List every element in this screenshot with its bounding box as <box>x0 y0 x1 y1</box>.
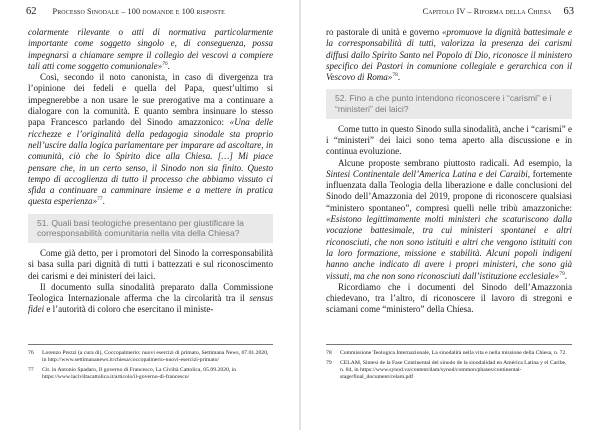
footnote-ref-76[interactable]: 76 <box>162 60 168 67</box>
cti-quote: «promuove la dignità battesimale e la corresponsabilità di tutti, valorizza la presenza dei carismi diffusi dallo Spirito Santo nel Popolo di Dio, riconosce il ministero specifico dei Pastori in comunione collegiale e gerarchica con il Vescovo di Roma» <box>326 27 572 83</box>
left-page-number: 62 <box>26 6 37 17</box>
right-page-body <box>326 27 572 316</box>
footnote-divider <box>326 344 572 345</box>
right-paragraph-3-text-b: , fortemente influenzata dalla Teologia della liberazione e dalle conclusioni del Sinodo dell’Amazzonia del 2019, propone di riconoscere qualsiasi “ministero spontaneo”, compresi quelli nelle tribù amazzoniche: <box>326 168 572 213</box>
right-page-number: 63 <box>563 6 574 17</box>
footnote-77 <box>28 367 273 381</box>
left-paragraph-4-text-a: Il documento sulla sinodalità preparato dalla Commissione Teologica Internazionale afferma che la circolarità tra il <box>28 281 273 304</box>
footnote-76-number: 76 <box>28 350 34 356</box>
right-paragraph-1-text: ro pastorale di unità e governo <box>326 27 442 37</box>
footnote-77-text: Cit. in Antonio Spadaro, Il governo di Francesco, La Civiltà Cattolica, 05.09.2020, in https://www.laciviltacattolica.it/articolo/il-governo-di-francesco/ <box>42 367 237 381</box>
footnote-76 <box>28 350 273 364</box>
left-paragraph-3: Come già detto, per i promotori del Sinodo la corresponsabilità si basa sulla pari dignità di tutti i battezzati e sul riconoscimento dei carismi e dei ministeri dei laici. <box>28 247 273 281</box>
left-footnotes <box>28 344 273 384</box>
celam-quote: «Esistono legittimamente molti ministeri che scaturiscono dalla vocazione battesimale, tra cui ministeri spontanei e altri riconosciuti, che non sono istituiti e altri che vengono istituiti con la loro formazione, missione e stabilità. Alcuni popoli indigeni hanno anche indicato di avere i propri ministeri, che sono già vissuti, ma che non sono riconosciuti dall’istituzione ecclesiale» <box>326 214 572 281</box>
left-paragraph-1-text: colarmente rilevante o atti di normativa particolarmente importante come soggetto singolo e, di conseguenza, possa impegnarsi a chiamare sempre il collegio dei vescovi a compiere tali atti come soggetto comunionale» <box>28 27 273 71</box>
question-52-box <box>326 89 572 118</box>
left-paragraph-2-text: Così, secondo il noto canonista, in caso di divergenza tra l’opinione dei fedeli e quella del Papa, quest’ultimo si impegnerebbe a non usare le sue prerogative ma a continuare a dialogare con la comunità. E quanto sembra insinuare lo stesso papa Francesco parlando del Sinodo amazzonico: <box>28 72 273 128</box>
left-running-head: Processo Sinodale – 100 domande e 100 risposte <box>52 7 225 16</box>
footnote-76-text: Lorenzo Prezzi (a cura di), Coccopalmerio: nuovi esercizi di primato, Settimana News, 07.01.2020, in http://www.settimananews.it/chiesa/coccopalmerio-nuovi-esercizi-primato/ <box>42 350 269 364</box>
francesco-quote: «Una delle ricchezze e l’originalità della pedagogia sinodale sta proprio nell’uscire dalla logica parlamentare per imparare ad ascoltare, in comunità, ciò che lo Spirito dice alla Chiesa. […] Mi piace pensare che, in un certo senso, il Sinodo non sia finito. Questo tempo di accoglienza di tutto il processo che abbiamo vissuto ci sfida a continuare a camminare insieme e a mettere in pratica questa esperienza» <box>28 117 274 207</box>
right-running-head: Capitolo IV – Riforma della Chiesa <box>422 7 552 16</box>
left-page-body <box>28 27 273 316</box>
right-paragraph-4: Ricordiamo che i documenti del Sinodo dell’Amazzonia chiedevano, tra l’altro, di riconoscere il lavoro di stregoni e sciamani come “ministero” della Chiesa. <box>326 281 572 315</box>
footnote-78-number: 78 <box>326 350 332 356</box>
right-paragraph-3-text-a: Alcune proposte sembrano piuttosto radicali. Ad esempio, la <box>338 157 572 168</box>
question-51-heading: 51. Quali basi teologiche presentano per giustificare la corresponsabilità comunitaria nella vita della Chiesa? <box>37 217 244 239</box>
footnote-ref-78[interactable]: 78 <box>392 72 398 79</box>
footnote-79 <box>326 360 572 381</box>
question-51-box <box>28 214 273 243</box>
footnote-ref-79[interactable]: 79 <box>559 270 565 277</box>
right-page <box>300 0 600 430</box>
footnote-79-number: 79 <box>326 360 332 367</box>
left-paragraph-4 <box>28 282 273 316</box>
footnote-divider <box>28 344 273 345</box>
footnote-78-text: Commissione Teologica Internazionale, La sinodalità nella vita e nella missione della Chiesa, n. 72. <box>340 350 567 356</box>
left-paragraph-4-text-b: e l’autorità di coloro che esercitano il ministe- <box>44 304 214 315</box>
right-paragraph-1: ro pastorale di unità e governo «promuove la dignità battesimale e la corresponsabilità di tutti, valorizza la presenza dei carismi diffusi dallo Spirito Santo nel Popolo di Dio, riconosce il ministero specifico dei Pastori in comunione collegiale e gerarchica con il Vescovo di Roma»$^{78}$. <box>326 27 572 83</box>
question-52-heading: 52. Fino a che punto intendono riconoscere i “carismi” e i “ministeri” dei laici? <box>335 93 552 115</box>
right-paragraph-2: Come tutto in questo Sinodo sulla sinodalità, anche i “carismi” e i “ministeri” dei laici sono tema aperto alla discussione e in continua evoluzione. <box>326 123 572 157</box>
left-paragraph-1: colarmente rilevante o atti di normativa particolarmente importante come soggetto singolo e, di conseguenza, possa impegnarsi a chiamare sempre il collegio dei vescovi a compiere tali atti come soggetto comunionale»$^{76}$. <box>28 27 273 71</box>
right-page-header <box>423 6 574 17</box>
footnote-79-text: CELAM, Sintesi de la Fase Continental del sinodo de la sinodalidad en América Latina y el Caribe, n. 84, in https://www.synod.va/content/dam/synod/common/phases/continental-stage/final_document/celam.pdf <box>340 360 567 381</box>
sensus-fidei-term: sensus fidei <box>28 293 273 315</box>
left-page-header <box>26 6 225 17</box>
footnote-77-number: 77 <box>28 367 34 374</box>
footnote-ref-77[interactable]: 77 <box>97 196 103 203</box>
right-footnotes <box>326 344 572 384</box>
left-paragraph-2: Così, secondo il noto canonista, in caso di divergenza tra l’opinione dei fedeli e quella del Papa, quest’ultimo si impegnerebbe a non usare le sue prerogative ma a continuare a dialogare con la comunità. E quanto sembra insinuare lo stesso papa Francesco parlando del Sinodo amazzonico: «Una delle ricchezze e l’originalità della pedagogia sinodale sta proprio nell’uscire dalla logica parlamentare per imparare ad ascoltare, in comunità, ciò che lo Spirito dice alla Chiesa. […] Mi piace pensare che, in un certo senso, il Sinodo non sia finito. Questo tempo di accoglienza di tutto il processo che abbiamo vissuto ci sfida a continuare a camminare insieme e a mettere in pratica questa esperienza»$^{77}$. <box>28 72 274 207</box>
footnote-78 <box>326 350 572 357</box>
sintesi-continentale-title: Sintesi Continentale dell’America Latina e dei Caraibi <box>326 168 528 179</box>
right-paragraph-3: Alcune proposte sembrano piuttosto radicali. Ad esempio, la Sintesi Continentale dell’America Latina e dei Caraibi, fortemente influenzata dalla Teologia della liberazione e dalle conclusioni del Sinodo dell’Amazzonia del 2019, propone di riconoscere qualsiasi “ministero spontaneo”, compresi quelli nelle tribù amazzoniche: «Esistono legittimamente molti ministeri che scaturiscono dalla vocazione battesimale, tra cui ministeri spontanei e altri riconosciuti, che non sono istituiti e altri che vengono istituiti con la loro formazione, missione e stabilità. Alcuni popoli indigeni hanno anche indicato di avere i propri ministeri, che sono già vissuti, ma che non sono riconosciuti dall’istituzione ecclesiale»$^{79}$. <box>326 157 572 281</box>
